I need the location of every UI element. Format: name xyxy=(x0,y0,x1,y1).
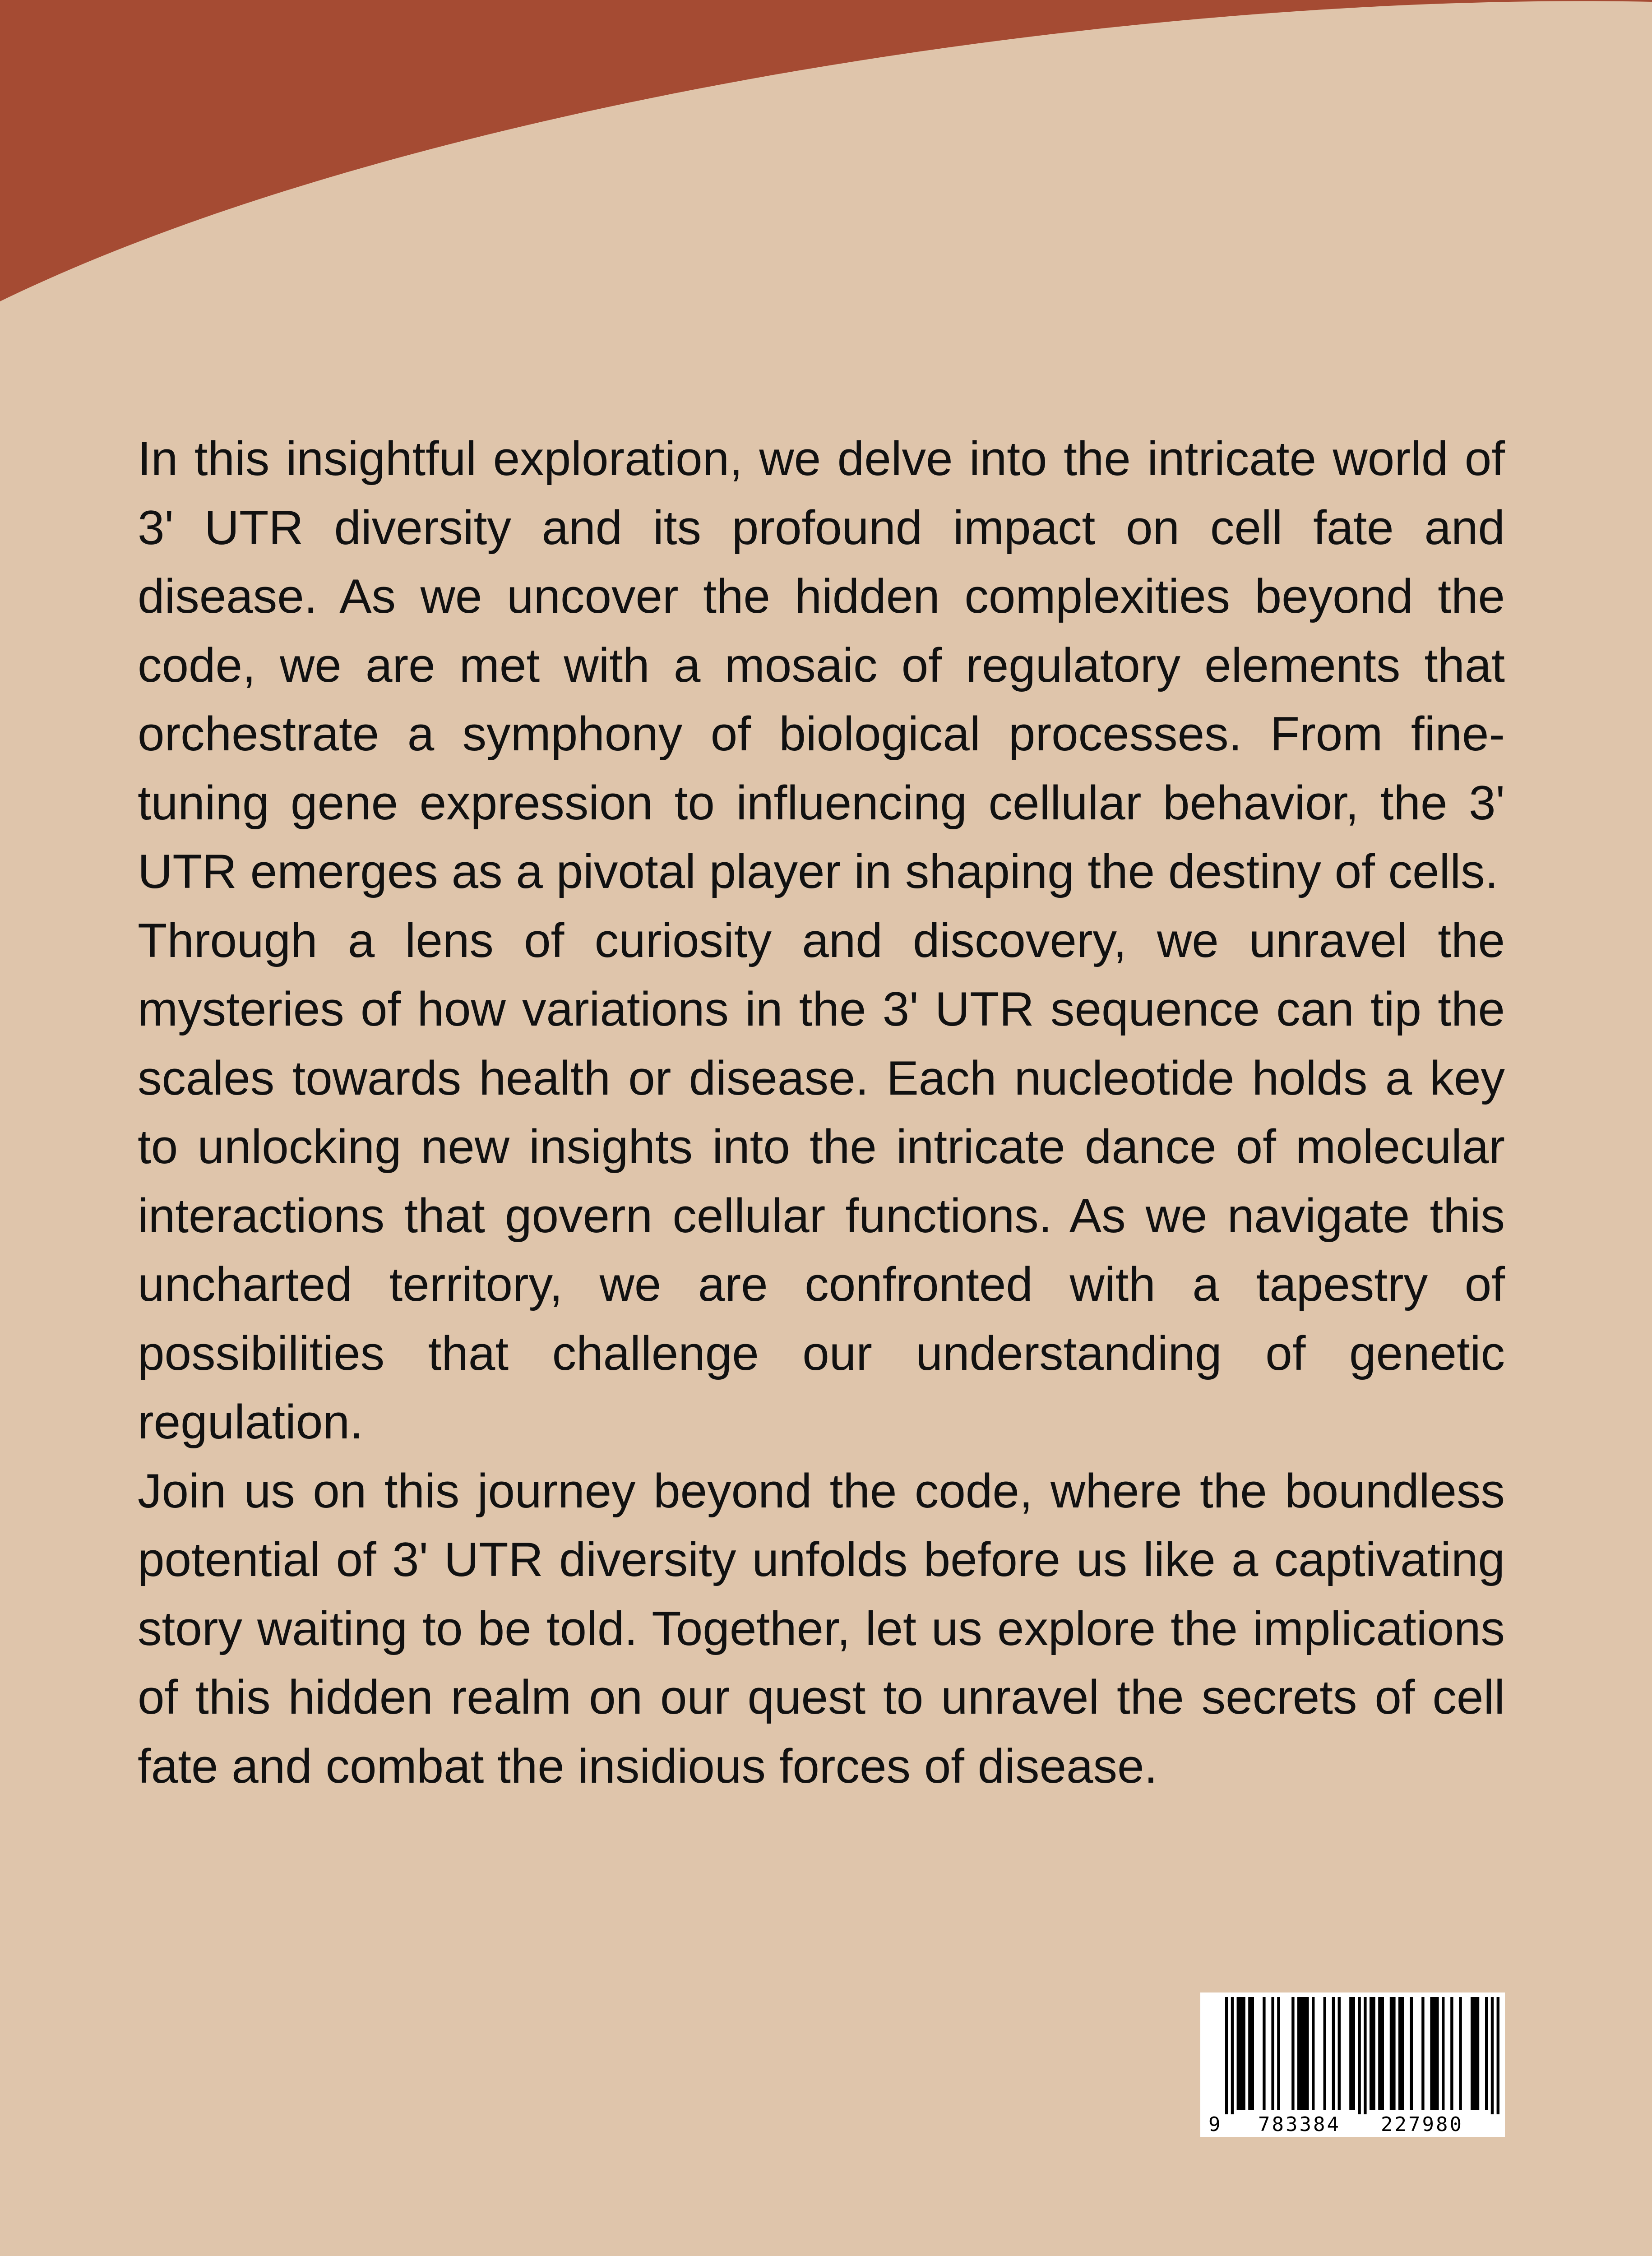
barcode-bar xyxy=(1237,1997,1245,2110)
swoosh-shape xyxy=(0,0,1652,301)
barcode-bar xyxy=(1231,1997,1234,2114)
barcode-bar xyxy=(1297,1997,1309,2110)
barcode-bar xyxy=(1398,1997,1404,2110)
blurb-paragraph-1: In this insightful exploration, we delve into the intricate world of 3' UTR diversity and its profound impact on cell fate and disease. As we uncover the hidden complexities beyond the code, we are met with a mosaic of regulatory elements that orchestrate a symphony of biological processes. From fine-tuning gene expression to influencing cellular behavior, the 3' UTR emerges as a pivotal player in shaping the destiny of cells. xyxy=(138,431,1505,898)
barcode-bar xyxy=(1323,1997,1326,2110)
barcode-bar xyxy=(1497,1997,1499,2114)
barcode-bar xyxy=(1277,1997,1280,2110)
barcode-bar xyxy=(1459,1997,1462,2110)
barcode-bar xyxy=(1248,1997,1254,2110)
barcode-bar xyxy=(1225,1997,1228,2114)
blurb-paragraph-2: Through a lens of curiosity and discovery, we unravel the mysteries of how variations in the 3' UTR sequence can tip the scales towards health or disease. Each nucleotide holds a key to unlocking new insights into the intricate dance of molecular interactions that govern cellular functions. As we navigate this uncharted territory, we are confronted with a tapestry of possibilities that challenge our understanding of genetic regulation. xyxy=(138,913,1505,1449)
barcode-bar xyxy=(1312,1997,1314,2110)
barcode-bar xyxy=(1364,1997,1366,2114)
barcode-bar xyxy=(1471,1997,1479,2110)
barcode-bar xyxy=(1291,1997,1294,2110)
barcode-bar xyxy=(1349,1997,1355,2110)
barcode-bar xyxy=(1358,1997,1360,2114)
barcode-digits xyxy=(1200,2113,1505,2136)
barcode-bar xyxy=(1332,1997,1335,2110)
blurb-paragraph-3: Join us on this journey beyond the code, where the boundless potential of 3' UTR diversity unfolds before us like a captivating story waiting to be told. Together, let us explore the implications of this hidden realm on our quest to unravel the secrets of cell fate and combat the insidious forces of disease. xyxy=(138,1463,1505,1793)
barcode-bar xyxy=(1263,1997,1265,2110)
barcode-bar xyxy=(1378,1997,1384,2110)
barcode-bars xyxy=(1200,1992,1505,2114)
barcode-bar xyxy=(1442,1997,1444,2110)
isbn-barcode xyxy=(1200,1992,1505,2137)
top-swoosh-decoration xyxy=(0,0,1652,307)
barcode-bar xyxy=(1338,1997,1341,2110)
blurb-text xyxy=(138,424,1505,1800)
barcode-bar xyxy=(1410,1997,1413,2110)
barcode-bar xyxy=(1491,1997,1494,2114)
barcode-bar xyxy=(1390,1997,1396,2110)
barcode-left-group: 783384 xyxy=(1258,2113,1341,2136)
barcode-bar xyxy=(1370,1997,1375,2110)
barcode-bar xyxy=(1421,1997,1424,2110)
barcode-bar xyxy=(1430,1997,1439,2110)
barcode-bar xyxy=(1450,1997,1453,2110)
barcode-right-group: 227980 xyxy=(1381,2113,1463,2136)
barcode-bar xyxy=(1271,1997,1274,2110)
barcode-lead-digit: 9 xyxy=(1208,2113,1221,2136)
barcode-bar xyxy=(1485,1997,1488,2110)
